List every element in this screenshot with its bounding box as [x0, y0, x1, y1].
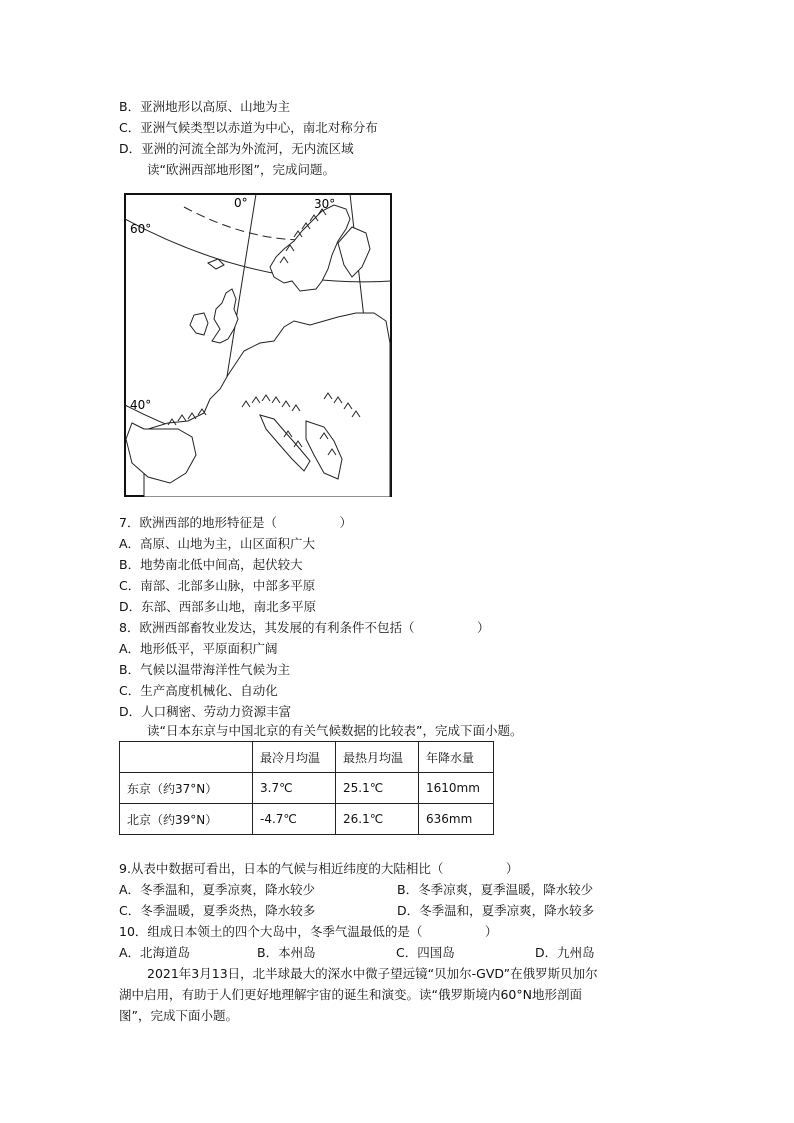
table-header: [120, 742, 253, 773]
q9-option-c: C．冬季温暖，夏季炎热，降水较多: [119, 903, 316, 918]
passage-line-2: 湖中启用，有助于人们更好地理解宇宙的诞生和演变。读“俄罗斯境内60°N地形剖面: [119, 987, 582, 1002]
table-header: 最热月均温: [336, 742, 419, 773]
q10-option-c: C．四国岛: [396, 945, 455, 960]
table-cell: -4.7℃: [253, 804, 336, 835]
q8-option-c: C．生产高度机械化、自动化: [119, 683, 278, 698]
q7-stem: 7．欧洲西部的地形特征是（ ）: [119, 515, 352, 530]
q9-stem: 9.从表中数据可看出，日本的气候与相近纬度的大陆相比（ ）: [119, 861, 519, 876]
table-cell: 北京（约39°N）: [120, 804, 253, 835]
table-intro: 读“日本东京与中国北京的有关气候数据的比较表”，完成下面小题。: [147, 723, 523, 738]
option-q6-c: C．亚洲气候类型以赤道为中心，南北对称分布: [119, 120, 378, 135]
map-intro: 读“欧洲西部地形图”，完成问题。: [147, 162, 335, 177]
q7-option-c: C．南部、北部多山脉，中部多平原: [119, 578, 316, 593]
table-cell: 25.1℃: [336, 773, 419, 804]
map-label-0: 0°: [234, 196, 248, 210]
q10-option-a: A．北海道岛: [119, 945, 191, 960]
q9-option-d: D．冬季温和，夏季凉爽，降水较多: [397, 903, 595, 918]
western-europe-terrain-map: [124, 193, 392, 497]
q9-option-a: A．冬季温和，夏季凉爽，降水较少: [119, 882, 316, 897]
q8-option-a: A．地形低平，平原面积广阔: [119, 641, 278, 656]
table-cell: 636mm: [419, 804, 494, 835]
q8-option-d: D．人口稠密、劳动力资源丰富: [119, 704, 292, 719]
map-label-60: 60°: [130, 222, 152, 236]
map-label-40: 40°: [130, 398, 152, 412]
climate-table: [119, 741, 494, 835]
q10-stem: 10．组成日本领土的四个大岛中，冬季气温最低的是（ ）: [119, 924, 498, 939]
table-row: [120, 804, 494, 835]
table-cell: 东京（约37°N）: [120, 773, 253, 804]
q8-option-b: B．气候以温带海洋性气候为主: [119, 662, 291, 677]
table-header-row: [120, 742, 494, 773]
q7-option-a: A．高原、山地为主，山区面积广大: [119, 536, 316, 551]
passage-line-1: 2021年3月13日，北半球最大的深水中微子望远镜“贝加尔-GVD”在俄罗斯贝加尔: [147, 966, 598, 981]
option-q6-b: B．亚洲地形以高原、山地为主: [119, 99, 291, 114]
passage-line-3: 图”，完成下面小题。: [119, 1008, 238, 1023]
q9-option-b: B．冬季凉爽，夏季温暖，降水较少: [397, 882, 594, 897]
table-row: [120, 773, 494, 804]
q10-option-d: D．九州岛: [535, 945, 595, 960]
table-header: 最冷月均温: [253, 742, 336, 773]
q7-option-d: D．东部、西部多山地，南北多平原: [119, 599, 317, 614]
table-cell: 1610mm: [419, 773, 494, 804]
q10-option-b: B．本州岛: [257, 945, 316, 960]
map-label-30: 30°: [314, 197, 336, 211]
table-cell: 26.1℃: [336, 804, 419, 835]
table-cell: 3.7℃: [253, 773, 336, 804]
table-header: 年降水量: [419, 742, 494, 773]
q8-stem: 8．欧洲西部畜牧业发达，其发展的有利条件不包括（ ）: [119, 620, 490, 635]
option-q6-d: D．亚洲的河流全部为外流河，无内流区域: [119, 141, 354, 156]
q7-option-b: B．地势南北低中间高，起伏较大: [119, 557, 303, 572]
